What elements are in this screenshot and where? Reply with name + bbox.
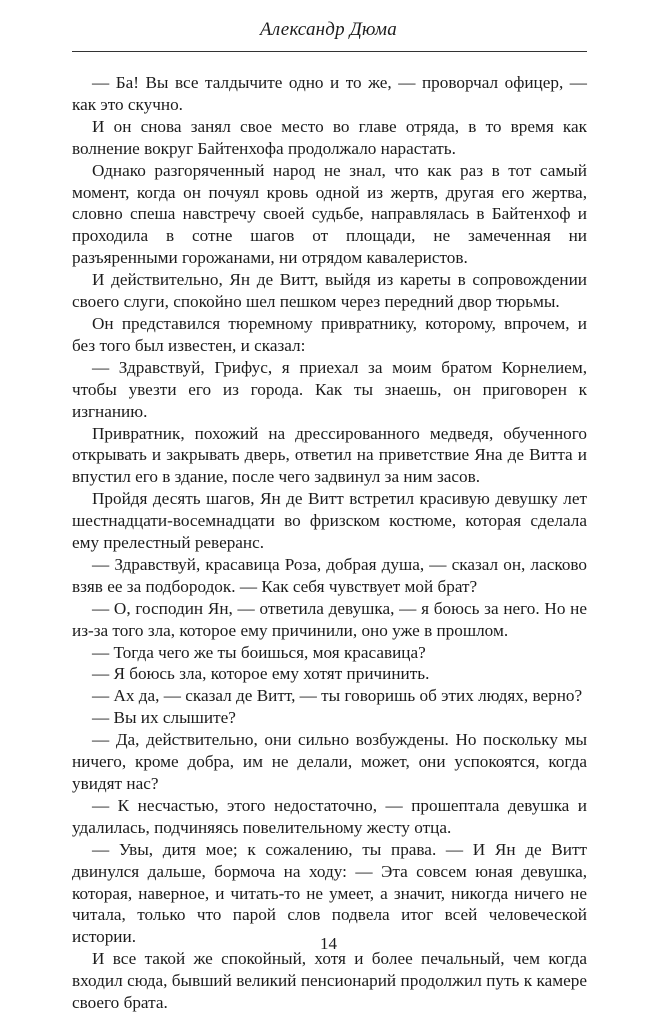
paragraph: Он представился тюремному привратнику, которому, впрочем, и без того был известен, и сказал: xyxy=(72,313,587,355)
paragraph: — К несчастью, этого недостаточно, — прошептала девушка и удалилась, подчиняясь повелительному жесту отца. xyxy=(72,795,587,837)
header-rule xyxy=(72,51,587,52)
paragraph: — О, господин Ян, — ответила девушка, — я боюсь за него. Но не из-за того зла, которое ему причинили, оно уже в прошлом. xyxy=(72,598,587,640)
paragraph: — Да, действительно, они сильно возбуждены. Но поскольку мы ничего, кроме добра, им не делали, может, они успокоятся, когда увидят нас? xyxy=(72,730,587,793)
paragraph: — Вы их слышите? xyxy=(92,708,236,728)
paragraph: Однако разгоряченный народ не знал, что как раз в тот самый момент, когда он почуял кровь одной из жертв, другая его жертва, словно спеша навстречу своей судьбе, направлялась в Байтенхоф и проходила в сотне шагов от площади, не замеченная ни разъяренными горожанами, ни отрядом кавалеристов. xyxy=(72,160,587,268)
page-number: 14 xyxy=(320,934,337,953)
paragraph: — Ах да, — сказал де Витт, — ты говоришь об этих людях, верно? xyxy=(92,686,583,706)
body-text xyxy=(72,72,587,1014)
paragraph: — Здравствуй, Грифус, я приехал за моим братом Корнелием, чтобы увезти его из города. Как ты знаешь, он приговорен к изгнанию. xyxy=(72,357,587,421)
paragraph: Привратник, похожий на дрессированного медведя, обученного открывать и закрывать дверь, ответил на приветствие Яна де Витта и впустил его в здание, после чего задвинул за ним засов. xyxy=(72,423,587,487)
paragraph: — Здравствуй, красавица Роза, добрая душа, — сказал он, ласково взяв ее за подбородок. — Как себя чувствует мой брат? xyxy=(72,554,587,596)
paragraph: И все такой же спокойный, хотя и более печальный, чем когда входил сюда, бывший великий пенсионарий продолжил путь к камере своего брата. xyxy=(72,949,587,1013)
paragraph: И действительно, Ян де Витт, выйдя из кареты в сопровождении своего слуги, спокойно шел пешком через передний двор тюрьмы. xyxy=(72,270,587,312)
paragraph: — Увы, дитя мое; к сожалению, ты права. — И Ян де Витт двинулся дальше, бормоча на ходу: — Эта совсем юная девушка, которая, наверное, и читать-то не умеет, а значит, никогда ничего не читала, только что парой слов подвела итог всей человеческой истории. xyxy=(72,839,587,947)
running-title: Александр Дюма xyxy=(260,19,397,40)
paragraph: Пройдя десять шагов, Ян де Витт встретил красивую девушку лет шестнадцати-восемнадцати во фризском костюме, которая сделала ему прелестный реверанс. xyxy=(72,489,587,553)
paragraph: — Тогда чего же ты боишься, моя красавица? xyxy=(92,642,426,662)
paragraph: — Я боюсь зла, которое ему хотят причинить. xyxy=(92,664,430,684)
paragraph: — Ба! Вы все талдычите одно и то же, — проворчал офицер, — как это скучно. xyxy=(72,73,587,114)
paragraph: И он снова занял свое место во главе отряда, в то время как волнение вокруг Байтенхофа продолжало нарастать. xyxy=(72,116,587,158)
